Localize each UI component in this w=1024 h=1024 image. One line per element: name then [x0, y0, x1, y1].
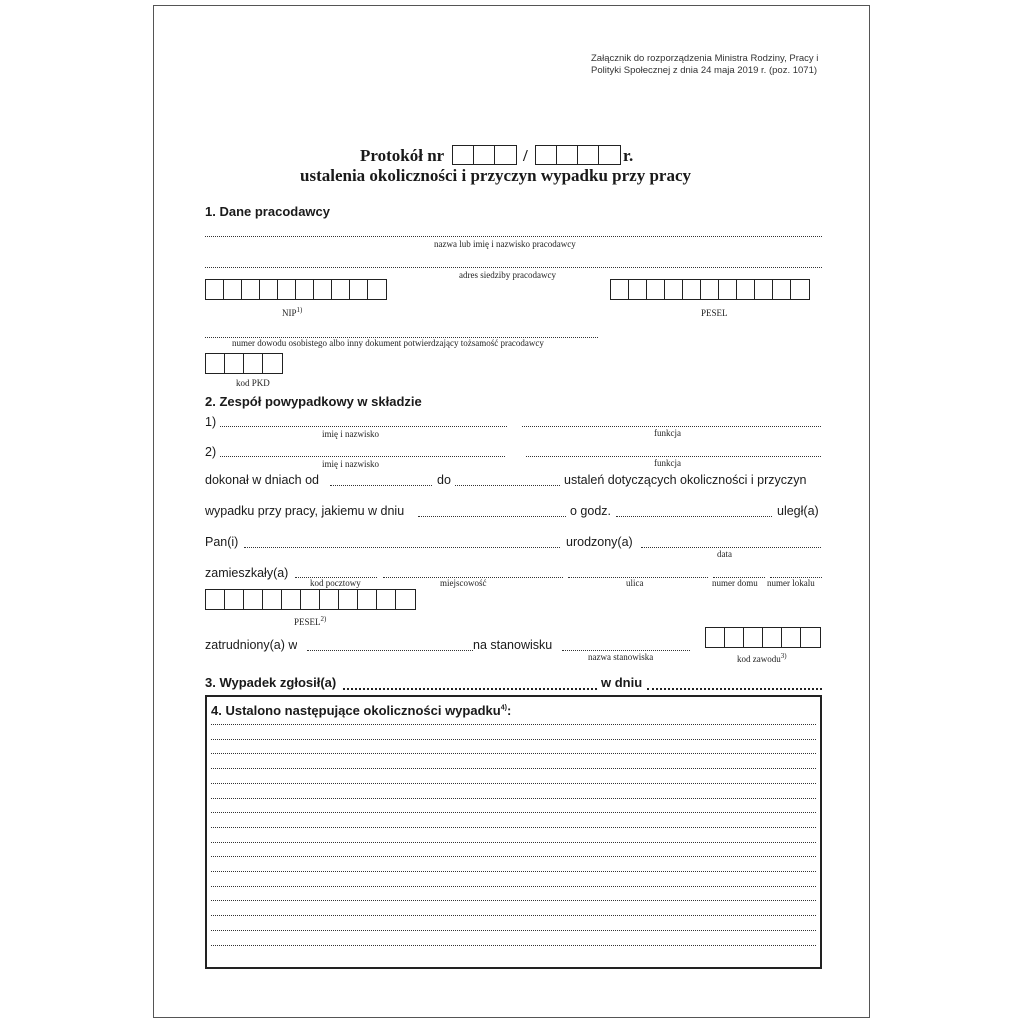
section-3-on-day-label: w dniu — [601, 675, 643, 690]
circumstances-line[interactable] — [211, 930, 816, 931]
circumstances-line[interactable] — [211, 856, 816, 857]
protocol-number-boxes[interactable] — [452, 145, 517, 165]
pkd-code-boxes[interactable] — [205, 353, 283, 374]
form-page — [153, 5, 870, 1018]
birth-date-field[interactable] — [641, 547, 821, 548]
circumstances-line[interactable] — [211, 827, 816, 828]
street-caption: ulica — [626, 578, 644, 588]
hour-label: o godz. — [570, 504, 612, 518]
section-4-heading: 4. Ustalono następujące okoliczności wypadku$^{4)}$: — [211, 703, 512, 718]
employer-pesel-caption: PESEL — [701, 308, 728, 318]
employer-address-field[interactable] — [205, 267, 822, 268]
person-label: Pan(i) — [205, 535, 239, 549]
birth-date-caption: data — [717, 549, 732, 559]
section-1-heading: 1. Dane pracodawcy — [205, 204, 330, 219]
date-to-field[interactable] — [455, 485, 560, 486]
member-2-function-field[interactable] — [526, 456, 821, 457]
protocol-number-label: Protokół nr — [360, 146, 445, 165]
employer-pesel-boxes[interactable] — [610, 279, 810, 300]
accident-date-field[interactable] — [418, 516, 566, 517]
circumstances-line[interactable] — [211, 915, 816, 916]
member-2-function-caption: funkcja — [654, 458, 681, 468]
nip-boxes[interactable] — [205, 279, 387, 300]
annex-line-1: Załącznik do rozporządzenia Ministra Rodziny, Pracy i — [591, 53, 819, 64]
suffered-label: uległ(a) — [777, 504, 819, 518]
to-label: do — [437, 473, 451, 487]
circumstances-line[interactable] — [211, 945, 816, 946]
findings-label: ustaleń dotyczących okoliczności i przyczyn — [564, 473, 807, 487]
postal-code-caption: kod pocztowy — [310, 578, 361, 588]
section-3-reported-by-label: 3. Wypadek zgłosił(a) — [205, 675, 337, 690]
person-name-field[interactable] — [244, 547, 560, 548]
circumstances-line[interactable] — [211, 753, 816, 754]
circumstances-line[interactable] — [211, 842, 816, 843]
member-1-name-caption: imię i nazwisko — [322, 429, 379, 439]
circumstances-line[interactable] — [211, 724, 816, 725]
member-2-name-field[interactable] — [220, 456, 505, 457]
employer-workplace-field[interactable] — [307, 650, 473, 651]
section-4-box — [205, 695, 822, 969]
employer-name-field[interactable] — [205, 236, 822, 237]
member-1-number: 1) — [205, 415, 217, 429]
member-1-function-caption: funkcja — [654, 428, 681, 438]
reported-date-field[interactable] — [647, 688, 822, 690]
accident-day-label: wypadku przy pracy, jakiemu w dniu — [205, 504, 405, 518]
residing-label: zamieszkały(a) — [205, 566, 289, 580]
protocol-year-suffix: r. — [623, 146, 634, 165]
annex-line-2: Polityki Społecznej z dnia 24 maja 2019 r. (poz. 1071) — [591, 65, 818, 76]
id-document-caption: numer dowodu osobistego albo inny dokument potwierdzający tożsamość pracodawcy — [232, 338, 544, 348]
employer-address-caption: adres siedziby pracodawcy — [459, 270, 556, 280]
performed-from-label: dokonał w dniach od — [205, 473, 319, 487]
circumstances-line[interactable] — [211, 798, 816, 799]
employer-name-caption: nazwa lub imię i nazwisko pracodawcy — [434, 239, 576, 249]
circumstances-line[interactable] — [211, 871, 816, 872]
protocol-subtitle: ustalenia okoliczności i przyczyn wypadku przy pracy — [300, 166, 692, 185]
position-name-field[interactable] — [562, 650, 690, 651]
member-2-name-caption: imię i nazwisko — [322, 459, 379, 469]
circumstances-line[interactable] — [211, 900, 816, 901]
accident-hour-field[interactable] — [616, 516, 772, 517]
date-from-field[interactable] — [330, 485, 432, 486]
person-pesel-boxes[interactable] — [205, 589, 416, 610]
employed-label: zatrudniony(a) w — [205, 638, 298, 652]
annex-note — [591, 53, 818, 77]
protocol-year-boxes[interactable] — [535, 145, 621, 165]
circumstances-line[interactable] — [211, 739, 816, 740]
member-1-name-field[interactable] — [220, 426, 507, 427]
city-caption: miejscowość — [440, 578, 487, 588]
flat-number-caption: numer lokalu — [767, 578, 815, 588]
house-number-caption: numer domu — [712, 578, 758, 588]
nip-caption: NIP$^{1)}$ — [282, 306, 303, 318]
pkd-code-caption: kod PKD — [236, 378, 270, 388]
reported-by-field[interactable] — [343, 688, 597, 690]
job-code-caption: kod zawodu$^{3)}$ — [737, 652, 787, 664]
member-1-function-field[interactable] — [522, 426, 821, 427]
section-2-heading: 2. Zespół powypadkowy w składzie — [205, 394, 422, 409]
circumstances-line[interactable] — [211, 783, 816, 784]
protocol-separator: / — [523, 146, 528, 165]
circumstances-line[interactable] — [211, 768, 816, 769]
job-code-boxes[interactable] — [705, 627, 821, 648]
position-name-caption: nazwa stanowiska — [588, 652, 654, 662]
person-pesel-caption: PESEL$^{2)}$ — [294, 615, 327, 627]
born-label: urodzony(a) — [566, 535, 633, 549]
circumstances-line[interactable] — [211, 886, 816, 887]
member-2-number: 2) — [205, 445, 217, 459]
circumstances-line[interactable] — [211, 812, 816, 813]
position-label: na stanowisku — [473, 638, 553, 652]
